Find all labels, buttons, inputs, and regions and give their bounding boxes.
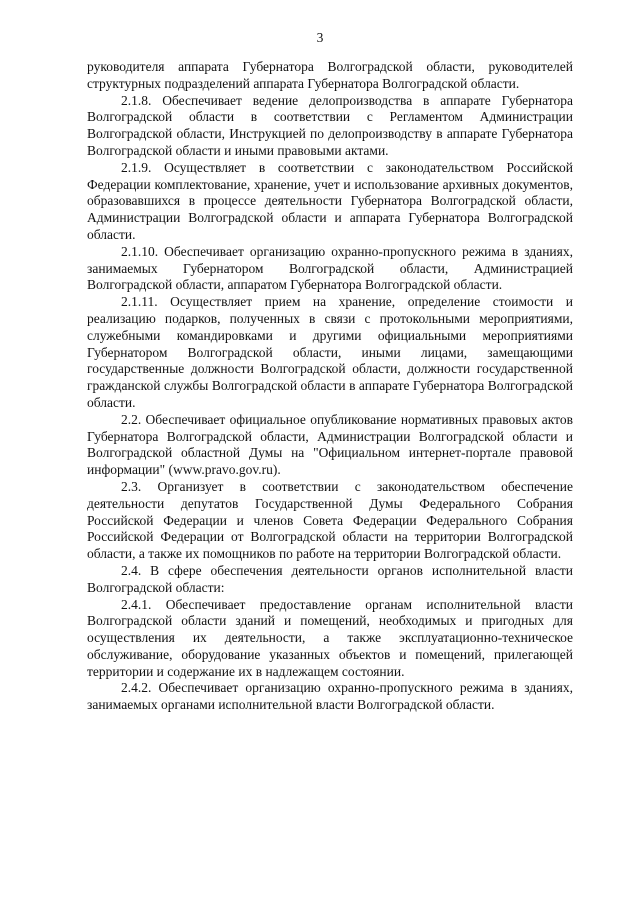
paragraph-2-1-11: 2.1.11. Осуществляет прием на хранение, определение стоимости и реализацию подарков, полученных в связи с протокольными мероприятиями, служебными командировками и другими официальными мероприятиями Губернатором Волгоградской области, иными лицами, замещающими государственные должности Волгоградской области, должности государственной гражданской службы Волгоградской области в аппарате Губернатора Волгоградской области. [87, 294, 573, 410]
document-body [87, 59, 573, 714]
paragraph-2-3: 2.3. Организует в соответствии с законодательством обеспечение деятельности депутатов Государственной Думы Федерального Собрания Российской Федерации и членов Совета Федерации Федерального Собрания Российской Федерации от Волгоградской области на территории Волгоградской области, а также их помощников по работе на территории Волгоградской области. [87, 478, 573, 562]
paragraph-2-1-10: 2.1.10. Обеспечивает организацию охранно-пропускного режима в зданиях, занимаемых Губернатором Волгоградской области, Администрацией Волгоградской области, аппаратом Губернатора Волгоградской области. [87, 243, 573, 293]
paragraph-2-2: 2.2. Обеспечивает официальное опубликование нормативных правовых актов Губернатора Волгоградской области, Администрации Волгоградской области и Волгоградской областной Думы на "Официальном интернет-портале правовой информации" (www.pravo.gov.ru). [87, 411, 573, 478]
paragraph-continuation: руководителя аппарата Губернатора Волгоградской области, руководителей структурных подразделений аппарата Губернатора Волгоградской области. [87, 59, 573, 91]
paragraph-2-1-9: 2.1.9. Осуществляет в соответствии с законодательством Российской Федерации комплектование, хранение, учет и использование архивных документов, образовавшихся в процессе деятельности Губернатора Волгоградской области, Администрации Волгоградской области и аппарата Губернатора Волгоградской области. [87, 159, 573, 242]
paragraph-2-4-2: 2.4.2. Обеспечивает организацию охранно-пропускного режима в зданиях, занимаемых органами исполнительной власти Волгоградской области. [87, 680, 573, 713]
paragraph-2-4-1: 2.4.1. Обеспечивает предоставление органам исполнительной власти Волгоградской области зданий и помещений, необходимых и пригодных для осуществления их деятельности, а также эксплуатационно-техническое обслуживание, оборудование указанных объектов и помещений, прилегающей территории и содержание их в надлежащем состоянии. [87, 596, 573, 679]
page-number: 3 [316, 30, 324, 45]
paragraph-2-1-8: 2.1.8. Обеспечивает ведение делопроизводства в аппарате Губернатора Волгоградской области в соответствии с Регламентом Администрации Волгоградской области, Инструкцией по делопроизводству в аппарате Губернатора Волгоградской области и иными правовыми актами. [87, 92, 573, 158]
paragraph-2-4: 2.4. В сфере обеспечения деятельности органов исполнительной власти Волгоградской области: [87, 562, 573, 595]
